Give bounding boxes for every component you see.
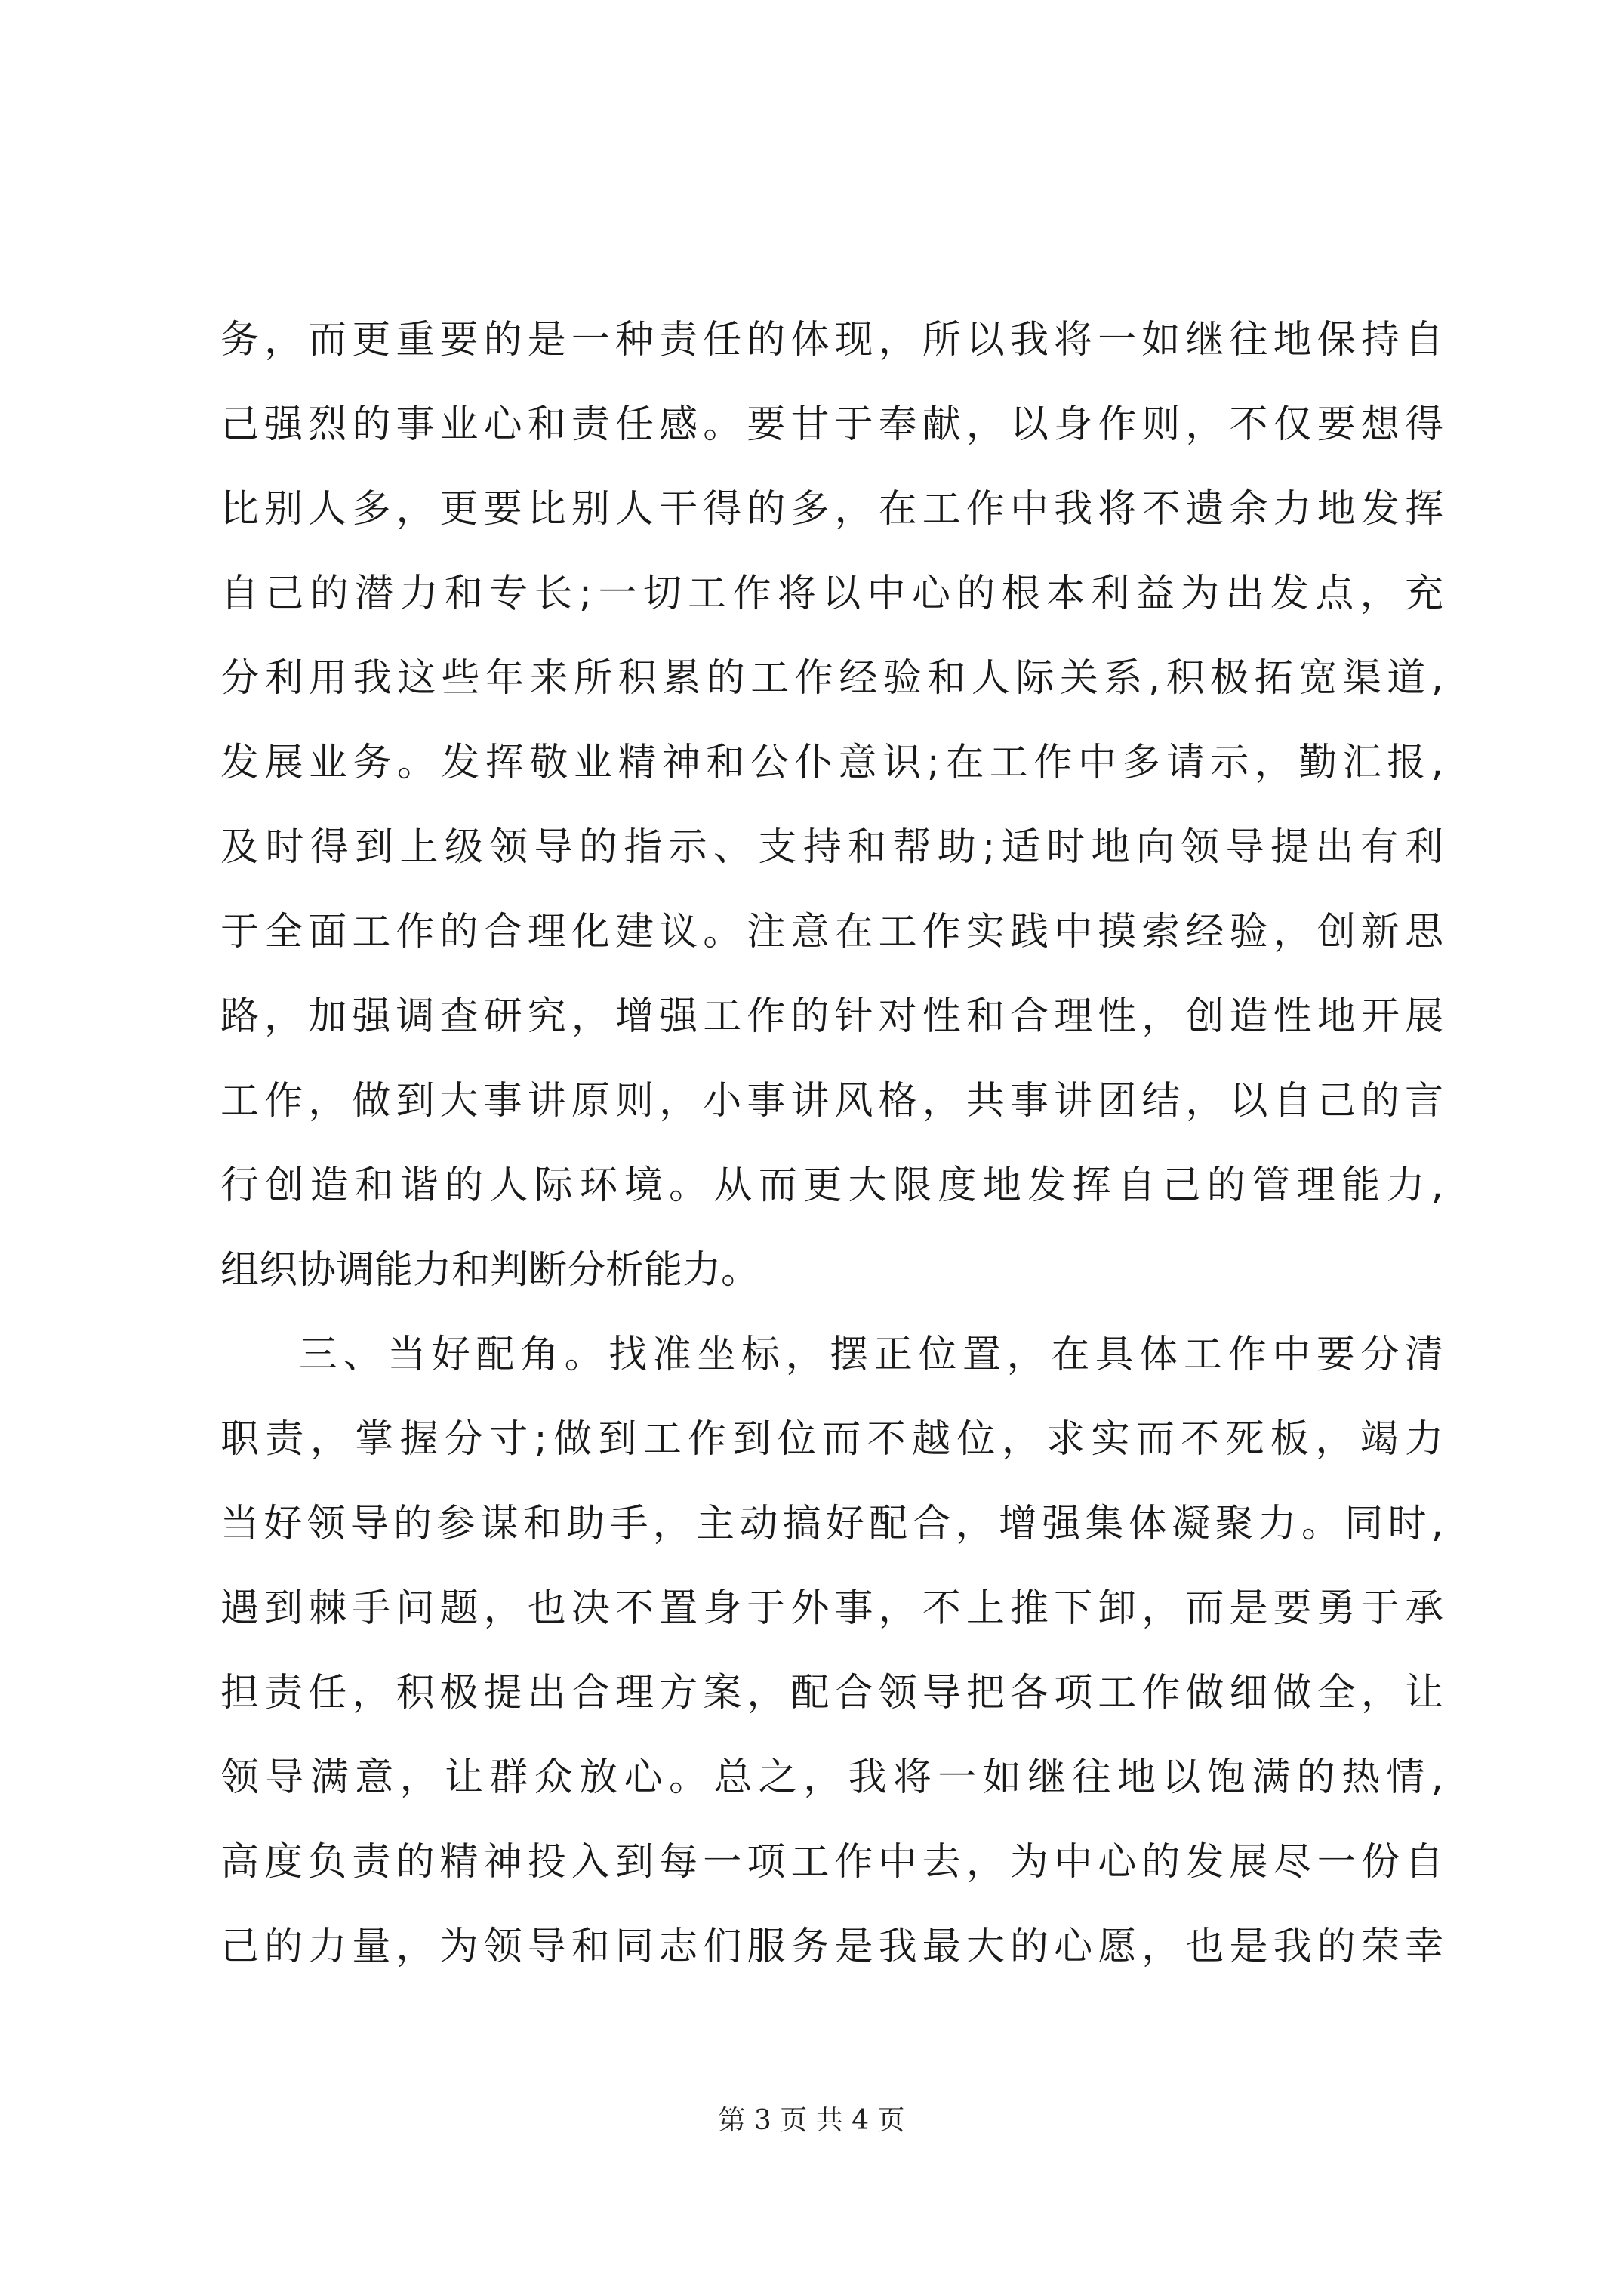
text-line: 务，而更重要的是一种责任的体现，所以我将一如继往地保持自 (220, 318, 1443, 362)
text-line: 发展业务。发挥敬业精神和公仆意识;在工作中多请示，勤汇报, (220, 741, 1443, 785)
page-number: 第 3 页 共 4 页 (718, 2105, 905, 2136)
text-line: 行创造和谐的人际环境。从而更大限度地发挥自己的管理能力, (220, 1163, 1443, 1208)
text-line: 比别人多，更要比别人干得的多，在工作中我将不遗余力地发挥 (220, 487, 1443, 532)
text-line: 分利用我这些年来所积累的工作经验和人际关系,积极拓宽渠道, (220, 656, 1443, 701)
text-line: 自己的潜力和专长;一切工作将以中心的根本利益为出发点，充 (220, 572, 1443, 616)
text-line: 职责，掌握分寸;做到工作到位而不越位，求实而不死板，竭力 (220, 1417, 1443, 1462)
text-line: 路，加强调查研究，增强工作的针对性和合理性，创造性地开展 (220, 994, 1443, 1039)
text-line: 领导满意，让群众放心。总之，我将一如继往地以饱满的热情, (220, 1755, 1443, 1800)
text-line: 工作，做到大事讲原则，小事讲风格，共事讲团结，以自己的言 (220, 1079, 1443, 1123)
text-line: 于全面工作的合理化建议。注意在工作实践中摸索经验，创新思 (220, 910, 1443, 954)
text-line: 己强烈的事业心和责任感。要甘于奉献，以身作则，不仅要想得 (220, 402, 1443, 447)
text-line: 当好领导的参谋和助手，主动搞好配合，增强集体凝聚力。同时, (220, 1502, 1443, 1546)
text-line: 遇到棘手问题，也决不置身于外事，不上推下卸，而是要勇于承 (220, 1586, 1443, 1631)
body-text (220, 298, 1443, 1989)
text-line: 高度负责的精神投入到每一项工作中去，为中心的发展尽一份自 (220, 1840, 1443, 1885)
paragraph-end-line: 组织协调能力和判断分析能力。 (220, 1248, 760, 1293)
paragraph-start-line: 三、当好配角。找准坐标，摆正位置，在具体工作中要分清 (299, 1333, 1443, 1377)
text-line: 及时得到上级领导的指示、支持和帮助;适时地向领导提出有利 (220, 825, 1443, 870)
page-footer (0, 2099, 1623, 2137)
text-line: 担责任，积极提出合理方案，配合领导把各项工作做细做全，让 (220, 1671, 1443, 1715)
text-line: 己的力量，为领导和同志们服务是我最大的心愿，也是我的荣幸 (220, 1925, 1443, 1969)
